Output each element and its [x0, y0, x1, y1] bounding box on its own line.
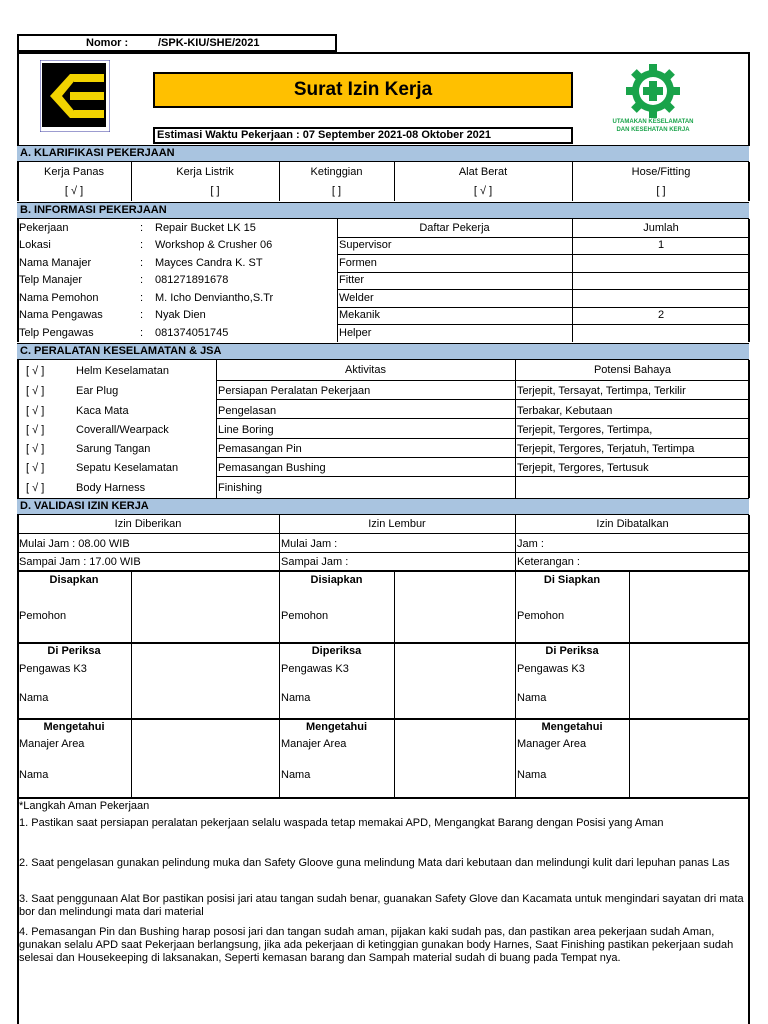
sign-name-label: Nama [19, 769, 49, 781]
ppe-label: Coverall/Wearpack [76, 424, 169, 436]
info-label: Telp Pengawas [19, 327, 94, 339]
info-value: Nyak Dien [155, 309, 206, 321]
company-logo-icon [40, 60, 110, 132]
sign-header: Di Periksa [47, 645, 101, 657]
info-value: 081271891678 [155, 274, 229, 286]
langkah-item: 3. Saat penggunaan Alat Bor pastikan posisi jari atau tangan sudah benar, guanakan Safety Glove dan Kacamata untuk mengindari sayatan dri mata bor dan melindungi mata dari material [19, 893, 744, 918]
sign-role: Manajer Area [281, 738, 347, 750]
sign-header: Mengetahui [305, 721, 368, 733]
type-mark-hose-fitting[interactable]: [ ] [656, 185, 666, 197]
worker-count: 2 [657, 309, 665, 321]
sign-name-label: Nama [517, 692, 547, 704]
sign-name-label: Nama [517, 769, 547, 781]
izin-dibatalkan-header: Izin Dibatalkan [596, 518, 669, 530]
langkah-title: *Langkah Aman Pekerjaan [19, 800, 150, 812]
info-label: Nama Manajer [19, 257, 92, 269]
type-mark-kerja-listrik[interactable]: [ ] [210, 185, 220, 197]
info-value: M. Icho Denviantho,S.Tr [155, 292, 274, 304]
jsa-bahaya: Terjepit, Tergores, Tertusuk [517, 462, 649, 474]
sign-header: Disapkan [49, 574, 99, 586]
info-value: Repair Bucket LK 15 [155, 222, 256, 234]
nomor-value: /SPK-KIU/SHE/2021 [158, 37, 260, 49]
type-label-alat-berat: Alat Berat [458, 166, 508, 178]
jsa-aktivitas: Pengelasan [218, 405, 277, 417]
jsa-bahaya: Terjepit, Tersayat, Tertimpa, Terkilir [517, 385, 686, 397]
sign-header: Diperiksa [311, 645, 362, 657]
info-value: 081374051745 [155, 327, 229, 339]
info-sep: : [140, 327, 144, 339]
info-value: Mayces Candra K. ST [155, 257, 263, 269]
type-label-kerja-panas: Kerja Panas [44, 166, 104, 178]
info-label: Telp Manajer [19, 274, 82, 286]
sign-name-label: Nama [281, 769, 311, 781]
section-c-title: C. PERALATAN KESELAMATAN & JSA [17, 343, 749, 360]
jsa-aktivitas: Finishing [218, 482, 263, 494]
worker-role: Mekanik [339, 309, 380, 321]
jumlah-header: Jumlah [643, 222, 679, 234]
ppe-label: Body Harness [76, 482, 146, 494]
worker-role: Formen [339, 257, 377, 269]
jsa-bahaya: Terjepit, Tergores, Tertimpa, [517, 424, 653, 436]
ppe-checkbox[interactable]: [ √ ] [26, 424, 45, 436]
info-sep: : [140, 292, 144, 304]
sign-role: Pengawas K3 [281, 663, 349, 675]
sign-role: Pemohon [19, 610, 67, 622]
langkah-item: 1. Pastikan saat persiapan peralatan pekerjaan selalu waspada tetap memakai APD, Mengangkat Barang dengan Posisi yang Aman [19, 817, 664, 829]
info-label: Nama Pengawas [19, 309, 103, 321]
izin-lembur-sampai: Sampai Jam : [281, 556, 349, 568]
info-value: Workshop & Crusher 06 [155, 239, 273, 251]
sign-header: Di Siapkan [543, 574, 601, 586]
jsa-aktivitas: Line Boring [218, 424, 274, 436]
izin-diberikan-mulai: Mulai Jam : 08.00 WIB [19, 538, 130, 550]
k3-safety-cross-icon [624, 62, 682, 120]
izin-lembur-mulai: Mulai Jam : [281, 538, 338, 550]
type-mark-ketinggian[interactable]: [ ] [331, 185, 342, 197]
sign-header: Mengetahui [541, 721, 603, 733]
ppe-label: Helm Keselamatan [76, 365, 169, 377]
potensi-bahaya-header: Potensi Bahaya [593, 364, 672, 376]
info-label: Lokasi [19, 239, 51, 251]
nomor-label: Nomor : [86, 37, 129, 49]
ppe-checkbox[interactable]: [ √ ] [26, 405, 45, 417]
izin-dibatalkan-jam: Jam : [517, 538, 544, 550]
k3-logo-text-1: UTAMAKAN KESELAMATAN [612, 119, 694, 125]
izin-dibatalkan-keterangan: Keterangan : [517, 556, 580, 568]
ppe-checkbox[interactable]: [ √ ] [26, 462, 45, 474]
type-label-kerja-listrik: Kerja Listrik [176, 166, 234, 178]
ppe-label: Kaca Mata [76, 405, 129, 417]
ppe-label: Sarung Tangan [76, 443, 151, 455]
type-label-hose-fitting: Hose/Fitting [631, 166, 691, 178]
sign-header: Disiapkan [310, 574, 363, 586]
izin-diberikan-header: Izin Diberikan [114, 518, 182, 530]
sign-role: Pengawas K3 [19, 663, 87, 675]
info-sep: : [140, 274, 144, 286]
info-sep: : [140, 239, 144, 251]
type-mark-alat-berat[interactable]: [ √ ] [473, 185, 493, 197]
worker-role: Welder [339, 292, 374, 304]
ppe-checkbox[interactable]: [ √ ] [26, 385, 45, 397]
section-b-title: B. INFORMASI PEKERJAAN [17, 202, 749, 219]
worker-role: Helper [339, 327, 372, 339]
jsa-aktivitas: Pemasangan Bushing [218, 462, 326, 474]
jsa-aktivitas: Pemasangan Pin [218, 443, 302, 455]
sign-name-label: Nama [281, 692, 311, 704]
form-title: Surat Izin Kerja [153, 72, 573, 108]
sign-name-label: Nama [19, 692, 49, 704]
ppe-checkbox[interactable]: [ √ ] [26, 482, 45, 494]
sign-role: Manajer Area [19, 738, 85, 750]
sign-header: Mengetahui [43, 721, 105, 733]
estimasi-waktu: Estimasi Waktu Pekerjaan : 07 September 2021-08 Oktober 2021 [153, 127, 573, 144]
info-sep: : [140, 309, 144, 321]
ppe-checkbox[interactable]: [ √ ] [26, 443, 45, 455]
section-a-title: A. KLARIFIKASI PEKERJAAN [17, 145, 749, 162]
langkah-item: 2. Saat pengelasan gunakan pelindung muka dan Safety Gloove guna melindung Mata dari kebutaan dan melindungi kulit dari lepuhan panas Las [19, 857, 730, 869]
jsa-bahaya: Terjepit, Tergores, Terjatuh, Tertimpa [517, 443, 695, 455]
info-sep: : [140, 257, 144, 269]
sign-header: Di Periksa [545, 645, 599, 657]
sign-role: Pemohon [281, 610, 329, 622]
daftar-pekerja-header: Daftar Pekerja [419, 222, 490, 234]
langkah-item: 4. Pemasangan Pin dan Bushing harap pososi jari dan tangan sudah aman, pijakan kaki sudah pas, dan pastikan area pekerjaan sudah Aman, gunakan selalu APD saat Pekerjaan berlangsung, jika ada pekerjaan di ketinggian gunakan body Harnes, Saat Finishing pastikan pekerjaan sudah selesai dan Housekeeping di laksanakan, Seperti kemasan barang dan Sampah material sudah di buang pada Tempat nya. [19, 926, 734, 964]
sign-role: Manager Area [517, 738, 587, 750]
type-mark-kerja-panas[interactable]: [ √ ] [64, 185, 84, 197]
ppe-checkbox[interactable]: [ √ ] [26, 365, 45, 377]
ppe-label: Ear Plug [76, 385, 119, 397]
jsa-aktivitas: Persiapan Peralatan Pekerjaan [218, 385, 371, 397]
sign-role: Pemohon [517, 610, 565, 622]
info-label: Nama Pemohon [19, 292, 99, 304]
izin-diberikan-sampai: Sampai Jam : 17.00 WIB [19, 556, 141, 568]
type-label-ketinggian: Ketinggian [310, 166, 363, 178]
izin-lembur-header: Izin Lembur [368, 518, 426, 530]
ppe-label: Sepatu Keselamatan [76, 462, 179, 474]
info-label: Pekerjaan [19, 222, 69, 234]
aktivitas-header: Aktivitas [345, 364, 386, 376]
k3-logo-text-2: DAN KESEHATAN KERJA [616, 127, 690, 133]
jsa-bahaya: Terbakar, Kebutaan [517, 405, 613, 417]
worker-count: 1 [657, 239, 665, 251]
worker-role: Supervisor [339, 239, 392, 251]
sign-role: Pengawas K3 [517, 663, 585, 675]
info-sep: : [140, 222, 144, 234]
section-d-title: D. VALIDASI IZIN KERJA [17, 498, 749, 515]
worker-role: Fitter [339, 274, 365, 286]
